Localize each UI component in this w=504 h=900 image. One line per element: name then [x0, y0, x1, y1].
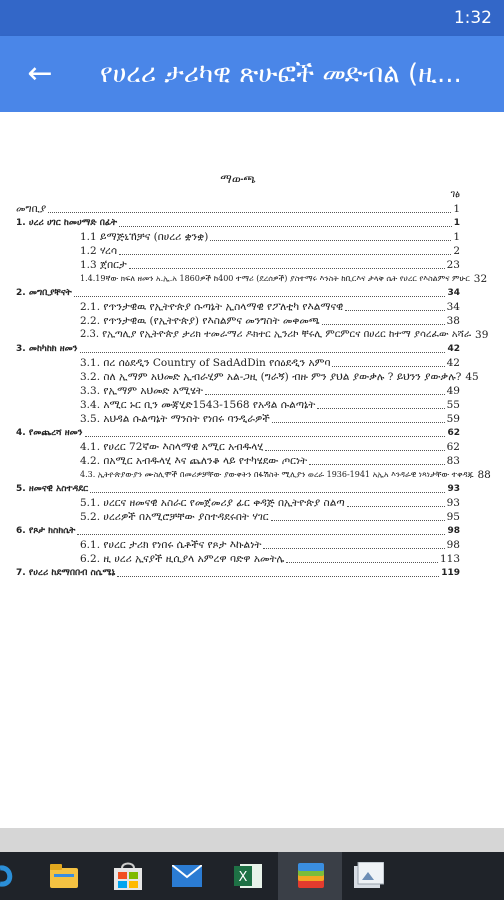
toc-page-number: 45: [465, 371, 479, 383]
toc-page-number: 93: [447, 484, 460, 494]
status-time: 1:32: [453, 8, 492, 28]
app-bar-title: የሀረሪ ታሪካዊ ጽሁፎች መድብል (ዚ...: [100, 59, 462, 89]
toc-page-number: 2: [453, 245, 460, 257]
toc-leader-dots: [286, 562, 438, 563]
toc-leader-dots: [90, 492, 445, 493]
toc-page-number: 42: [446, 357, 460, 369]
toc-page-number: 59: [446, 413, 460, 425]
toc-leader-dots: [309, 464, 444, 465]
toc-page-number: 49: [446, 385, 460, 397]
toc-entry-row: [16, 454, 460, 468]
toc-leader-dots: [345, 310, 444, 311]
toc-entry-text: 6.2. ዚ ሀረሪ ኢናያች ዚሲያላ አምረዋ ባድዋ አመትሌ: [80, 553, 285, 565]
toc-leader-dots: [322, 324, 445, 325]
toc-section-row: [16, 482, 460, 496]
toc-entry-text: 1.3 ጀበርታ: [80, 259, 127, 271]
back-arrow-icon[interactable]: ←: [27, 56, 53, 91]
toc-entry-text: 1.4.19ኛው ክፍለ ዘመን አ.ኢ.አ 1860ዎች ከ400 ተማሪ (ደረሰዎች) ያስተማሩ እንስት ከቢርእና ታላቅ ሴት የሀረር የእስልምና ምሁር: [80, 274, 470, 283]
toc-entry-text: 5.2. ሀረሪዎች በአሚሮቻቸው ያስተዳደሩበት ሃገር: [80, 511, 269, 523]
mail-icon[interactable]: [172, 865, 202, 887]
toc-rows: [16, 202, 491, 580]
toc-entry-text: 3.5. አህዳል ሱልጣኔት ማንስት የነበሩ ባንዲራዎች: [80, 413, 270, 425]
toc-entry-text: 1. ሀረሪ ሀገር ከመሀማድ በፊት: [16, 218, 118, 228]
toc-entry-text: 3.2. ስለ ኢማም አህመድ ኢብራሂም አል-ጋዚ (ግራኝ) ብዙ ምን ያህል ያውቃሉ ? ይህንን ያውቃሉ?: [80, 371, 462, 383]
toc-entry-row: [16, 258, 460, 272]
toc-entry-row: [16, 412, 460, 426]
bottom-gray-band: [0, 828, 504, 852]
toc-entry-text: መግቢያ: [16, 203, 47, 215]
toc-entry-text: 3.3. የኢማም አህመድ አሚሄት: [80, 385, 203, 397]
toc-leader-dots: [80, 352, 446, 353]
toc-entry-row: [16, 370, 479, 384]
toc-page-number: 34: [446, 301, 460, 313]
toc-section-row: [16, 286, 460, 300]
toc-leader-dots: [263, 548, 444, 549]
file-explorer-icon[interactable]: [50, 864, 78, 888]
toc-leader-dots: [74, 296, 446, 297]
toc-entry-text: 4.1. የሀረር 72ኛው እስላማዊ አሚር አብዱላሂ: [80, 441, 264, 453]
toc-page-number: 55: [446, 399, 460, 411]
toc-entry-row: [16, 398, 460, 412]
toc-page-number: 38: [446, 315, 460, 327]
toc-leader-dots: [129, 268, 445, 269]
toc-leader-dots: [317, 408, 444, 409]
toc-entry-text: 1.2 ሃረሳ: [80, 245, 118, 257]
toc-entry-row: [16, 468, 491, 482]
toc-entry-text: 4.2. በአሚር አብዱላሂ እና ጨለንቆ ላይ የተካሄደው ጦርነት: [80, 455, 308, 467]
toc-entry-text: 5.1. ሀረርና ዘመናዊ አስራር የመጀመሪያ ፊር ቀዳጅ በኢትዮጵያ ስልጣ: [80, 497, 345, 509]
toc-entry-row: [16, 384, 460, 398]
toc-entry-row: [16, 328, 489, 342]
toc-section-row: [16, 524, 460, 538]
toc-leader-dots: [117, 576, 439, 577]
toc-entry-text: 3.4. አሚር ኑር ቢን ሙጃሂድ1543-1568 የአዳል ሱልጣኔት: [80, 399, 316, 411]
toc-page-number: 32: [473, 273, 488, 285]
toc-page-number: 1: [453, 218, 460, 228]
toc-entry-row: [16, 510, 460, 524]
toc-leader-dots: [210, 240, 451, 241]
toc-leader-dots: [77, 534, 445, 535]
toc-entry-text: 6.1. የሀረር ታሪክ የነበሩ ሴቶችና የጾታ እኩልነት: [80, 539, 262, 551]
toc-entry-text: 1.1 ይማጅኒኸቻና (በሀረሪ ቋንቋ): [80, 231, 209, 243]
toc-page-number: 98: [447, 526, 460, 536]
document-page: [0, 112, 504, 828]
toc-page-number: 62: [447, 428, 460, 438]
toc-page-number: 1: [453, 203, 460, 215]
toc-leader-dots: [119, 254, 451, 255]
toc-leader-dots: [272, 422, 445, 423]
toc-entry-text: 2. መግቢያቸናት: [16, 288, 72, 298]
windows-taskbar: [0, 852, 504, 900]
toc-entry-row: [16, 538, 460, 552]
toc-entry-row: [16, 300, 460, 314]
excel-icon[interactable]: [234, 862, 262, 890]
toc-page-number: 42: [447, 344, 460, 354]
toc-entry-text: 2.2. የጥንታዊዉ (የኢትዮጵያ) የእስልምና መንግስት መቀመጫ: [80, 315, 320, 327]
toc-page-number: 34: [447, 288, 460, 298]
toc-entry-row: [16, 356, 460, 370]
toc-page-number: 62: [446, 441, 460, 453]
toc-page-number: 98: [446, 539, 460, 551]
toc-page-number: 88: [477, 469, 491, 481]
toc-entry-text: 6. የጾታ ክስክሴት: [16, 526, 76, 536]
table-of-contents: [16, 172, 491, 580]
toc-page-number: 113: [439, 553, 460, 565]
toc-page-number: 119: [441, 568, 460, 578]
toc-page-number: 95: [446, 511, 460, 523]
bluestacks-icon[interactable]: [296, 862, 326, 890]
toc-section-row: [16, 566, 460, 580]
toc-section-row: [16, 426, 460, 440]
status-bar: [0, 0, 504, 36]
toc-page-column-label: ገፅ: [450, 189, 460, 200]
toc-entry-text: 3. መከካከክ ዘመን: [16, 344, 78, 354]
toc-leader-dots: [332, 366, 444, 367]
toc-leader-dots: [119, 226, 452, 227]
toc-page-number: 23: [446, 259, 460, 271]
toc-page-number: 1: [453, 231, 460, 243]
toc-entry-row: [16, 230, 460, 244]
toc-entry-text: 2.1. የጥንታዊዉ የኢትዮጵያ ሱጣኔት ኢስላማዊ የፖለቲካ የእልማናዊ: [80, 301, 344, 313]
toc-entry-row: [16, 244, 460, 258]
toc-leader-dots: [265, 450, 444, 451]
store-icon[interactable]: [114, 862, 142, 890]
toc-leader-dots: [48, 212, 451, 213]
edge-icon[interactable]: [0, 862, 16, 890]
toc-entry-text: 7. የሀረሪ ከደማበበብ ስሴሜኔ: [16, 568, 116, 578]
toc-entry-row: [16, 272, 488, 286]
toc-leader-dots: [205, 394, 445, 395]
toc-section-row: [16, 216, 460, 230]
toc-page-number: 93: [446, 497, 460, 509]
toc-entry-text: 2.3. የኢጣሊያ የኢትዮጵያ ታሪክ ተመራማሪ ዶክተር ኢንሪኮ ቸሩሊ ምርምርና በሀረር ከተማ ያሳረፈው አሻራ: [80, 329, 472, 340]
app-bar: [0, 36, 504, 112]
toc-leader-dots: [271, 520, 445, 521]
toc-entry-row: [16, 552, 460, 566]
toc-entry-row: [16, 440, 460, 454]
toc-entry-row: [16, 314, 460, 328]
toc-entry-row: [16, 496, 460, 510]
toc-heading: ማውጫ: [220, 172, 256, 186]
photos-icon[interactable]: [354, 862, 384, 890]
toc-leader-dots: [85, 436, 446, 437]
toc-entry-row: [16, 202, 460, 216]
toc-entry-text: 4.3. ኢትዮጵያውያን ሙስሊሞች በመሪዎቻቸው ያውቀትን በፋሽስት ሚሊያን ወረራ 1936-1941 አኢአ እንዳራዊ ነጻነታቸው ተቀዳጁ: [80, 470, 474, 479]
svg-text:X: X: [238, 870, 248, 885]
toc-entry-text: 5. ዘመናዊ አስተዳደር: [16, 484, 89, 494]
toc-entry-text: 3.1. በረ ሰዕደዲን Country of SadAdDin የሰዕደዲን አምባ: [80, 357, 331, 369]
toc-section-row: [16, 342, 460, 356]
toc-page-number: 39: [475, 329, 489, 341]
toc-leader-dots: [347, 506, 445, 507]
toc-page-number: 83: [446, 455, 460, 467]
toc-entry-text: 4. የመጨረሻ ዘመን: [16, 428, 83, 438]
